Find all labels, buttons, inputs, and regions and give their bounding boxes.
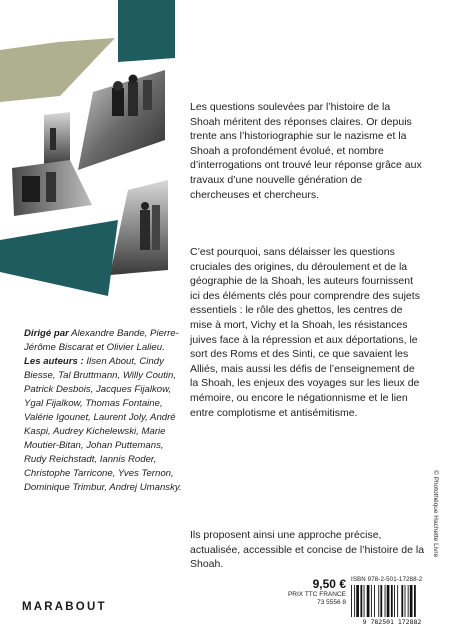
barcode-bar (401, 585, 403, 617)
authors-line (24, 355, 184, 495)
barcode-bar (394, 585, 395, 617)
photo-credit: © Photothèque Hachette Livre (432, 470, 439, 558)
isbn-label: ISBN 978-2-501-17288-2 (351, 576, 423, 583)
barcode-bar (367, 585, 370, 617)
blurb-text-2: C’est pourquoi, sans délaisser les questions cruciales des origines, du déroulement et de la géographie de la Shoah, les auteurs fournissent ici des éléments clés pour comprendre des sujets essentiels : le rôle des ghettos, les centres de mise à mort, Vichy et la Shoah, les résistances juives face à la répression et aux déportations, le sort des Roms et des Sinti, ce que savaient les Alliés, mais aussi les défis de l’enseignement de la Shoah, les enjeux des voyages sur les lieux de mémoire, ou encore le négationnisme et le lien entre complotisme et antisémitisme. (190, 246, 420, 419)
barcode-bar (378, 585, 379, 617)
blurb-paragraph-2 (190, 245, 422, 420)
barcode-bar (385, 585, 386, 617)
barcode-bar (360, 585, 362, 617)
price-box (266, 577, 346, 607)
barcode-bar (356, 585, 359, 617)
blurb-text-3: Ils proposent ainsi une approche précise, actualisée, accessible et concise de l’histoire de la Shoah. (190, 529, 425, 571)
collage-artwork (0, 0, 175, 320)
barcode-bar (391, 585, 393, 617)
blurb-text-1: Les questions soulevées par l’histoire de la Shoah méritent des réponses claires. Or depuis trente ans l’historiographie sur le nazisme et la Shoah a profondément évolué, et nombre d’interrogations ont trouvé leur réponse grâce aux travaux d’une nouvelle génération de chercheuses et chercheurs. (190, 101, 422, 201)
publisher-logo: MARABOUT (22, 601, 107, 613)
authors-names: Ilsen About, Cindy Biesse, Tal Bruttmann, Willy Coutin, Patrick Desbois, Jacques Fijalkow, Ygal Fijalkow, Thomas Fontaine, Valérie Igounet, Laurent Joly, André Kaspi, Audrey Kichelewski, Marie Moutier-Bitan, Johan Puttemans, Rudy Reichstadt, Iannis Roder, Christophe Tarricone, Yves Ternon, Dominique Trimbur, Andrej Umansky. (24, 356, 182, 493)
barcode-bar (380, 585, 382, 617)
directors-names: Alexandre Bande, Pierre-Jérôme Biscarat et Olivier Lalieu. (24, 328, 179, 353)
authors-label: Les auteurs : (24, 356, 84, 367)
price-amount: 9,50 € (312, 577, 346, 591)
barcode (349, 585, 435, 625)
teal-shape-bottom (0, 220, 118, 296)
barcode-bar (351, 585, 352, 617)
barcode-bar (374, 585, 375, 617)
price-code: 73 5556 8 (317, 599, 346, 606)
barcode-bar (405, 585, 406, 617)
price-note: PRIX TTC FRANCE (287, 591, 346, 598)
barcode-bar (387, 585, 390, 617)
barcode-bar (414, 585, 416, 617)
directors-line (24, 327, 184, 355)
barcode-bar (397, 585, 398, 617)
barcode-bar (410, 585, 413, 617)
directed-label: Dirigé par (24, 328, 69, 339)
blurb-paragraph-1 (190, 100, 422, 202)
barcode-bar (354, 585, 355, 617)
credits-block (24, 327, 184, 495)
barcode-digits: 9 782501 172882 (362, 618, 422, 625)
barcode-bar (371, 585, 372, 617)
photo-fragment-2 (44, 112, 70, 166)
barcode-bar (408, 585, 409, 617)
barcode-bar (364, 585, 365, 617)
teal-shape-top (118, 0, 175, 62)
blurb-paragraph-3 (190, 528, 430, 572)
